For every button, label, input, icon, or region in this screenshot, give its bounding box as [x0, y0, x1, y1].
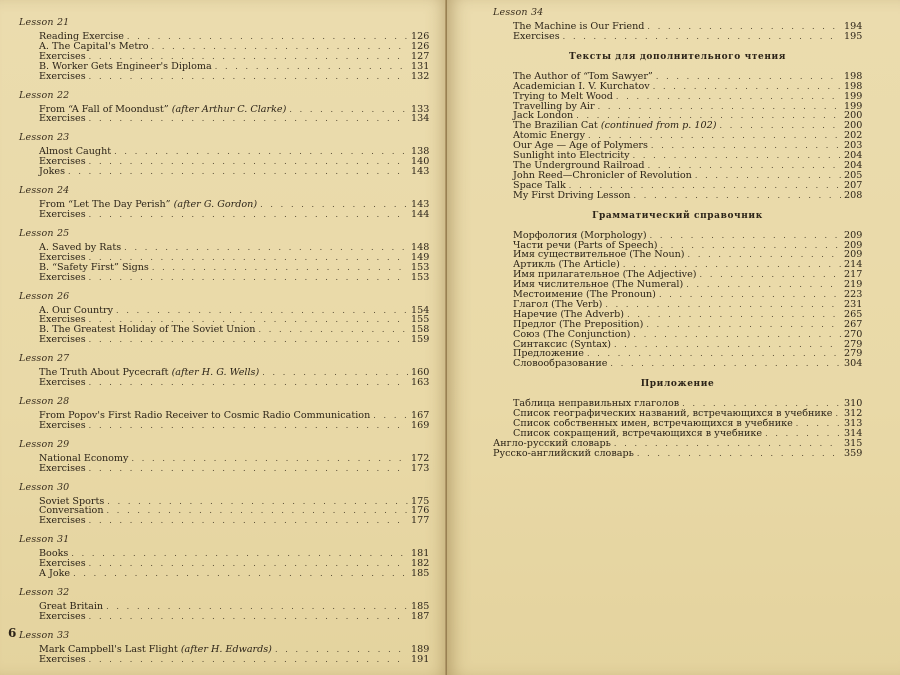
entry-page-number: 313 [844, 418, 863, 430]
entry-text: Trying to Melt Wood [513, 90, 613, 102]
entry-page-number: 185 [411, 568, 430, 580]
entry-page-number: 163 [411, 377, 430, 389]
dot-leader [89, 612, 408, 622]
entry-page-number: 133 [411, 103, 430, 115]
dot-leader [89, 421, 408, 431]
dot-leader [650, 231, 841, 241]
entry-page-number: 132 [411, 70, 430, 82]
dot-leader [107, 497, 408, 507]
entry-text: Exercises [39, 515, 86, 527]
entry-text: Our Age — Age of Polymers [513, 140, 648, 152]
left-lesson-list [19, 17, 429, 673]
lesson-block [19, 534, 429, 579]
entry-page-number: 127 [411, 50, 430, 62]
entry-page-number: 200 [844, 110, 863, 122]
entry-page-number: 204 [844, 159, 863, 171]
entry-text: A. Our Country [39, 304, 114, 316]
entry-text: Имя прилагательное (The Adjective) [513, 269, 697, 281]
entry-page-number: 310 [844, 398, 863, 410]
entry-text: Exercises [39, 50, 86, 62]
entry-text: Exercises [39, 271, 86, 283]
toc-entry-title [39, 655, 86, 665]
entry-text: A Joke [39, 568, 71, 580]
entry-page-number: 207 [844, 179, 863, 191]
dot-leader [605, 300, 841, 310]
entry-page-number: 279 [844, 338, 863, 350]
toc-entry-title [39, 114, 86, 124]
entry-page-number: 209 [844, 229, 863, 241]
entry-text: Exercises [39, 377, 86, 389]
toc-entry [493, 32, 862, 42]
entry-text: Exercises [39, 653, 86, 665]
lesson-34-block [493, 7, 862, 42]
entry-page-number: 204 [844, 150, 863, 162]
dot-leader [262, 368, 408, 378]
lesson-title: Lesson 34 [493, 7, 544, 18]
lesson-block [19, 396, 429, 431]
toc-entry-title [39, 464, 86, 474]
dot-leader [835, 409, 841, 419]
lesson-block [493, 7, 862, 42]
entry-page-number: 144 [411, 208, 430, 220]
lesson-block [19, 353, 429, 388]
dot-leader [656, 72, 841, 82]
entry-text: From “A Fall of Moondust” [39, 103, 169, 115]
entry-page-number: 182 [411, 558, 430, 570]
section-heading: Приложение [640, 379, 715, 390]
dot-leader [106, 602, 408, 612]
dot-leader [89, 157, 408, 167]
entry-page-number: 202 [844, 130, 863, 142]
entry-page-number: 191 [411, 653, 430, 665]
entry-text: The Truth About Pycecraft [39, 367, 169, 379]
entry-page-number: 205 [844, 169, 863, 181]
dot-leader [700, 270, 841, 280]
toc-entry [19, 378, 429, 388]
entry-author: (after Arthur C. Clarke) [171, 103, 287, 115]
entry-text: Great Britain [39, 601, 104, 612]
lesson-title: Lesson 30 [19, 481, 70, 493]
entry-author: (after G. Gordon) [173, 199, 258, 211]
dot-leader [258, 325, 408, 335]
lesson-block [19, 185, 429, 220]
entry-text: B. The Greatest Holiday of The Soviet Union [39, 324, 256, 336]
entry-page-number: 304 [844, 358, 863, 370]
entry-text: Имя существительное (The Noun) [513, 249, 685, 261]
toc-entry-title [39, 273, 86, 283]
toc-entry-title [39, 378, 86, 388]
section-heading: Грамматический справочник [592, 210, 763, 221]
dot-leader [634, 191, 842, 201]
entry-text: John Reed—Chronicler of Revolution [513, 169, 692, 181]
entry-text: Atomic Energy [513, 130, 585, 142]
lesson-title: Lesson 23 [19, 132, 70, 144]
entry-text: Mark Campbell's Last Flight [39, 643, 178, 655]
dot-leader [598, 102, 841, 112]
lesson-block [19, 132, 429, 177]
dot-leader [89, 516, 408, 526]
lesson-title: Lesson 25 [19, 227, 70, 239]
entry-text: Exercises [39, 610, 86, 622]
dot-leader [651, 141, 841, 151]
entry-text: Academician I. V. Kurchatov [513, 80, 650, 92]
toc-entry [493, 191, 862, 201]
entry-page-number: 158 [411, 324, 430, 336]
toc-entry-title [39, 421, 86, 431]
entry-page-number: 198 [844, 80, 863, 92]
entry-page-number: 169 [411, 419, 430, 431]
entry-page-number: 172 [411, 452, 430, 464]
entry-text: Список собственных имен, встречающихся в учебнике [513, 418, 793, 430]
entry-page-number: 126 [411, 40, 430, 52]
dot-leader [647, 22, 841, 32]
toc-entry [493, 449, 862, 459]
entry-page-number: 359 [844, 447, 863, 459]
lesson-block [19, 228, 429, 283]
toc-entry [19, 157, 429, 167]
entry-text: Предлог (The Preposition) [513, 318, 644, 330]
section-heading: Тексты для дополнительного чтения [568, 51, 787, 62]
entry-text: Exercises [39, 419, 86, 431]
entry-page-number: 208 [844, 189, 863, 201]
entry-page-number: 203 [844, 140, 863, 152]
entry-page-number: 177 [411, 515, 430, 527]
lesson-title: Lesson 32 [19, 587, 70, 598]
toc-entry [19, 655, 429, 665]
entry-text: Словообразование [513, 358, 608, 370]
lesson-block [19, 630, 429, 665]
entry-text: A. The Capital's Metro [39, 40, 149, 52]
entry-page-number: 153 [411, 261, 430, 273]
lesson-title: Lesson 29 [19, 438, 70, 450]
entry-page-number: 194 [844, 21, 863, 32]
lesson-title: Lesson 27 [19, 353, 70, 365]
entry-page-number: 231 [844, 298, 863, 310]
toc-entry-title [513, 359, 607, 369]
dot-leader [89, 655, 408, 665]
dot-leader [68, 167, 408, 177]
entry-text: Глагол (The Verb) [513, 298, 603, 310]
dot-leader [614, 340, 841, 350]
lesson-title: Lesson 22 [19, 89, 70, 101]
entry-page-number: 187 [411, 610, 430, 622]
entry-text: B. Worker Gets Engineer's Diploma [39, 60, 212, 72]
entry-page-number: 159 [411, 334, 430, 346]
entry-text: Местоимение (The Pronoun) [513, 289, 656, 301]
dot-leader [587, 349, 841, 359]
entry-page-number: 155 [411, 314, 430, 326]
entry-text: Союз (The Conjunction) [513, 328, 631, 340]
entry-page-number: 195 [844, 30, 863, 42]
dot-leader [719, 121, 841, 131]
entry-page-number: 154 [411, 304, 430, 316]
lesson-block [19, 587, 429, 622]
entry-page-number: 134 [411, 113, 430, 125]
dot-leader [107, 506, 408, 516]
entry-text: Exercises [39, 462, 86, 474]
entry-text: Exercises [513, 30, 560, 42]
dot-leader [71, 549, 408, 559]
toc-entry [493, 359, 862, 369]
dot-leader [688, 250, 841, 260]
dot-leader [215, 62, 408, 72]
dot-leader [131, 454, 408, 464]
lesson-block [19, 90, 429, 125]
entry-text: Exercises [39, 314, 86, 326]
dot-leader [114, 147, 408, 157]
toc-entry [19, 273, 429, 283]
dot-leader [127, 32, 408, 42]
entry-page-number: 131 [411, 60, 430, 72]
toc-entry-title [513, 32, 560, 42]
dot-leader [637, 449, 841, 459]
dot-leader [89, 335, 408, 345]
entry-text: Books [39, 548, 69, 560]
lesson-block [19, 439, 429, 474]
lesson-block [19, 291, 429, 346]
toc-entry-title [39, 167, 65, 177]
toc-entry-title [39, 210, 86, 220]
dot-leader [659, 290, 841, 300]
entry-page-number: 265 [844, 308, 863, 320]
lesson-title: Lesson 33 [19, 629, 70, 641]
dot-leader [89, 210, 408, 220]
entry-text: The Underground Railroad [513, 159, 645, 171]
right-section-list [493, 52, 862, 459]
dot-leader [627, 310, 841, 320]
entry-text: Русско-английский словарь [493, 447, 634, 459]
entry-author: (after H. Edwards) [180, 643, 272, 655]
entry-text: The Machine is Our Friend [513, 21, 645, 32]
toc-entry [19, 167, 429, 177]
entry-text: Almost Caught [39, 146, 112, 158]
dot-leader [89, 72, 408, 82]
toc-entry-title [39, 411, 370, 421]
entry-text: The Author of “Tom Sawyer” [513, 70, 653, 82]
entry-page-number: 209 [844, 249, 863, 261]
dot-leader [614, 439, 841, 449]
dot-leader [633, 151, 841, 161]
toc-entry [19, 72, 429, 82]
toc-entry [19, 559, 429, 569]
entry-text: Имя числительное (The Numeral) [513, 279, 684, 291]
dot-leader [89, 114, 408, 124]
entry-text: Soviet Sports [39, 495, 105, 507]
entry-page-number: 217 [844, 269, 863, 281]
dot-leader [373, 411, 408, 421]
dot-leader [695, 171, 841, 181]
toc-entry [19, 114, 429, 124]
entry-page-number: 279 [844, 348, 863, 360]
entry-author: (after H. G. Wells) [171, 367, 260, 379]
dot-leader [260, 200, 408, 210]
entry-page-number: 173 [411, 462, 430, 474]
entry-page-number: 267 [844, 318, 863, 330]
toc-entry [19, 569, 429, 579]
dot-leader [563, 32, 841, 42]
dot-leader [661, 241, 841, 251]
dot-leader [89, 378, 408, 388]
entry-text: Список географических названий, встречающихся в учебнике [513, 408, 833, 420]
entry-text: National Economy [39, 452, 129, 464]
entry-page-number: 160 [411, 367, 430, 379]
entry-text: Jokes [39, 166, 66, 178]
entry-text: Exercises [39, 208, 86, 220]
entry-page-number: 314 [844, 428, 863, 439]
entry-text: Таблица неправильных глаголов [513, 398, 680, 410]
dot-leader [653, 82, 841, 92]
entry-page-number: 153 [411, 271, 430, 283]
entry-text: Exercises [39, 334, 86, 346]
lesson-title: Lesson 21 [19, 17, 70, 28]
entry-text: Exercises [39, 156, 86, 168]
toc-entry [19, 335, 429, 345]
toc-entry [19, 612, 429, 622]
entry-text: Англо-русский словарь [493, 437, 611, 449]
entry-page-number: 198 [844, 70, 863, 82]
toc-entry-title [39, 612, 86, 622]
dot-leader [289, 105, 408, 115]
entry-text: Reading Exercise [39, 31, 124, 42]
toc-entry-title [39, 516, 86, 526]
entry-page-number: 175 [411, 495, 430, 507]
entry-page-number: 176 [411, 505, 430, 517]
dot-leader [796, 419, 841, 429]
lesson-block [19, 482, 429, 527]
entry-page-number: 199 [844, 100, 863, 112]
dot-leader [686, 280, 841, 290]
entry-page-number: 315 [844, 437, 863, 449]
dot-leader [89, 273, 408, 283]
entry-text: The Brazilian Cat [513, 120, 598, 132]
entry-page-number: 189 [411, 643, 430, 655]
entry-page-number: 138 [411, 146, 430, 158]
entry-author: (continued from p. 102) [600, 120, 717, 132]
entry-page-number: 126 [411, 31, 430, 42]
lesson-block [19, 17, 429, 82]
entry-page-number: 143 [411, 199, 430, 211]
dot-leader [152, 263, 408, 273]
entry-text: Space Talk [513, 179, 566, 191]
dot-leader [616, 92, 841, 102]
entry-page-number: 223 [844, 289, 863, 301]
entry-text: Список сокращений, встречающихся в учебнике [513, 428, 763, 439]
toc-entry-title [39, 569, 70, 579]
entry-text: From “Let The Day Perish” [39, 199, 171, 211]
toc-entry-title [39, 72, 86, 82]
dot-leader [610, 359, 841, 369]
lesson-title: Lesson 24 [19, 185, 70, 197]
entry-text: Jack London [513, 110, 574, 122]
entry-text: My First Driving Lesson [513, 189, 631, 201]
entry-text: Exercises [39, 113, 86, 125]
toc-entry [19, 210, 429, 220]
toc-entry [19, 516, 429, 526]
entry-text: Части речи (Parts of Speech) [513, 239, 658, 251]
dot-leader [152, 42, 408, 52]
toc-entry [19, 464, 429, 474]
entry-page-number: 185 [411, 601, 430, 612]
entry-page-number: 167 [411, 409, 430, 421]
entry-page-number: 149 [411, 251, 430, 263]
entry-page-number: 209 [844, 239, 863, 251]
entry-text: Exercises [39, 251, 86, 263]
entry-page-number: 219 [844, 279, 863, 291]
entry-page-number: 214 [844, 259, 863, 271]
dot-leader [765, 429, 841, 439]
entry-text: Предложение [513, 348, 584, 360]
entry-page-number: 140 [411, 156, 430, 168]
dot-leader [89, 464, 408, 474]
dot-leader [646, 320, 841, 330]
toc-entry [19, 421, 429, 431]
entry-text: Conversation [39, 505, 104, 517]
entry-page-number: 270 [844, 328, 863, 340]
lesson-title: Lesson 31 [19, 534, 70, 546]
dot-leader [73, 569, 408, 579]
dot-leader [116, 306, 408, 316]
entry-text: Артикль (The Article) [513, 259, 620, 271]
page-number: 6 [8, 626, 17, 640]
dot-leader [124, 243, 408, 253]
dot-leader [275, 645, 408, 655]
entry-page-number: 148 [411, 241, 430, 253]
entry-text: Морфология (Morphology) [513, 229, 647, 241]
entry-text: Sunlight into Electricity [513, 150, 630, 162]
toc-entry-title [39, 335, 86, 345]
entry-text: Наречие (The Adverb) [513, 308, 625, 320]
entry-text: B. “Safety First” Signs [39, 261, 149, 273]
lesson-title: Lesson 26 [19, 290, 70, 302]
left-page [0, 0, 447, 675]
dot-leader [89, 559, 408, 569]
lesson-title: Lesson 28 [19, 395, 70, 407]
entry-text: Exercises [39, 70, 86, 82]
dot-leader [633, 330, 841, 340]
right-page [447, 0, 900, 675]
toc-entry-title [493, 449, 634, 459]
entry-text: A. Saved by Rats [39, 241, 122, 253]
entry-page-number: 312 [844, 408, 863, 420]
entry-page-number: 199 [844, 90, 863, 102]
entry-text: From Popov's First Radio Receiver to Cosmic Radio Communication [39, 409, 371, 421]
entry-text: Travelling by Air [513, 100, 595, 112]
entry-text: Exercises [39, 558, 86, 570]
entry-page-number: 181 [411, 548, 430, 560]
entry-text: Синтаксис (Syntax) [513, 338, 611, 350]
entry-page-number: 143 [411, 166, 430, 178]
entry-page-number: 200 [844, 120, 863, 132]
toc-entry-title [513, 191, 631, 201]
